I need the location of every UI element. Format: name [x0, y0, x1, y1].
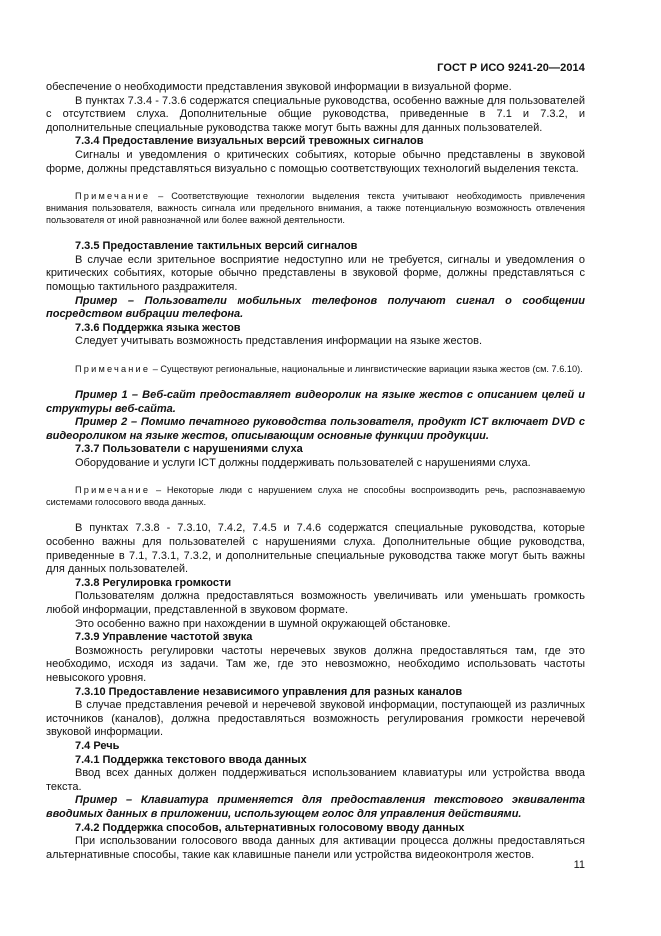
section-heading-7-3-8: 7.3.8 Регулировка громкости	[75, 576, 232, 589]
paragraph: Это особенно важно при нахождении в шумной окружающей обстановке.	[75, 617, 451, 630]
note	[46, 363, 585, 375]
page-number: 11	[573, 859, 585, 871]
paragraph: В пунктах 7.3.4 - 7.3.6 содержатся специальные руководства, особенно важные для пользователей с отсутствием слуха. Дополнительные общие руководства, приведенные в 7.1 и 7.3.2, и дополнительные специальные руководства также могут быть важны для данных пользователей.	[46, 94, 585, 134]
example: Пример – Пользователи мобильных телефонов получают сигнал о сообщении посредством вибрации телефона.	[46, 294, 585, 321]
note-label: Примечание	[75, 191, 151, 202]
paragraph: Сигналы и уведомления о критических событиях, которые обычно представлены в звуковой форме, должны представляться визуально с помощью соответствующих технологий выделения текста.	[46, 148, 585, 175]
document-header: ГОСТ Р ИСО 9241-20—2014	[437, 62, 585, 74]
paragraph: Следует учитывать возможность представления информации на языке жестов.	[75, 335, 483, 348]
note	[46, 484, 585, 508]
note-label: Примечание	[75, 485, 151, 496]
note-text: – Некоторые люди с нарушением слуха не способны воспроизводить речь, распознаваемую системами голосового ввода данных.	[46, 485, 585, 508]
section-heading-7-4-2: 7.4.2 Поддержка способов, альтернативных голосовому вводу данных	[75, 821, 465, 834]
paragraph: В случае представления речевой и неречевой звуковой информации, поступающей из различных источников (каналов), должна предоставляться возможность регулирования громкости неречевой звуковой информации.	[46, 699, 585, 739]
note	[46, 190, 585, 226]
note-text: – Существуют региональные, национальные и лингвистические вариации языка жестов (см. 7.6.10).	[150, 363, 583, 374]
paragraph: В пунктах 7.3.8 - 7.3.10, 7.4.2, 7.4.5 и 7.4.6 содержатся специальные руководства, которые особенно важны для пользователей с нарушениями слуха. Дополнительные общие руководства, приведенные в 7.1, 7.3.1, 7.3.2, и дополнительные специальные руководства также могут быть важны для данных пользователей.	[46, 522, 585, 576]
example: Пример – Клавиатура применяется для предоставления текстового эквивалента вводимых данных в приложении, использующем голос для управления действиями.	[46, 794, 585, 820]
paragraph: В случае если зрительное восприятие недоступно или не требуется, сигналы и уведомления о критических событиях, которые обычно представлены в звуковой форме, должны представляться с помощью тактильного раздражителя.	[46, 253, 585, 293]
example: Пример 2 – Помимо печатного руководства пользователя, продукт ICT включает DVD с видеороликом на языке жестов, описывающим основные функции продукции.	[46, 416, 585, 442]
section-heading-7-4-1: 7.4.1 Поддержка текстового ввода данных	[75, 753, 307, 766]
document-body	[46, 81, 585, 862]
example: Пример 1 – Веб-сайт предоставляет видеоролик на языке жестов с описанием целей и структуры веб-сайта.	[46, 388, 585, 415]
section-heading-7-3-10: 7.3.10 Предоставление независимого управления для разных каналов	[75, 685, 463, 698]
paragraph: При использовании голосового ввода данных для активации процесса должны предоставляться альтернативные способы, такие как клавишные панели или устройства видеоконтроля жестов.	[46, 835, 585, 861]
section-heading-7-3-9: 7.3.9 Управление частотой звука	[75, 631, 253, 644]
paragraph: Возможность регулировки частоты неречевых звуков должна предоставляться там, где это необходимо, исходя из задачи. Там же, где это невозможно, необходимо использовать частоты невысокого уровня.	[46, 644, 585, 684]
paragraph: Ввод всех данных должен поддерживаться использованием клавиатуры или устройства ввода текста.	[46, 767, 585, 793]
section-heading-7-3-6: 7.3.6 Поддержка языка жестов	[75, 321, 241, 334]
note-text: – Соответствующие технологии выделения текста учитывают необходимость привлечения внимания пользователя, важность сигнала или предельного внимания, а также потенциальную возможность отвлечения пользователя от иной равнозначной или более важной деятельности.	[46, 191, 585, 226]
note-label: Примечание	[75, 363, 151, 374]
section-heading-7-3-7: 7.3.7 Пользователи с нарушениями слуха	[75, 443, 303, 456]
paragraph: обеспечение о необходимости представления звуковой информации в визуальной форме.	[46, 81, 512, 93]
section-heading-7-4: 7.4 Речь	[75, 739, 120, 752]
paragraph: Пользователям должна предоставляться возможность увеличивать или уменьшать громкость любой информации, представленной в звуковом формате.	[46, 590, 585, 617]
section-heading-7-3-4: 7.3.4 Предоставление визуальных версий тревожных сигналов	[75, 135, 424, 148]
section-heading-7-3-5: 7.3.5 Предоставление тактильных версий сигналов	[75, 240, 358, 253]
paragraph: Оборудование и услуги ICT должны поддерживать пользователей с нарушениями слуха.	[75, 456, 531, 469]
